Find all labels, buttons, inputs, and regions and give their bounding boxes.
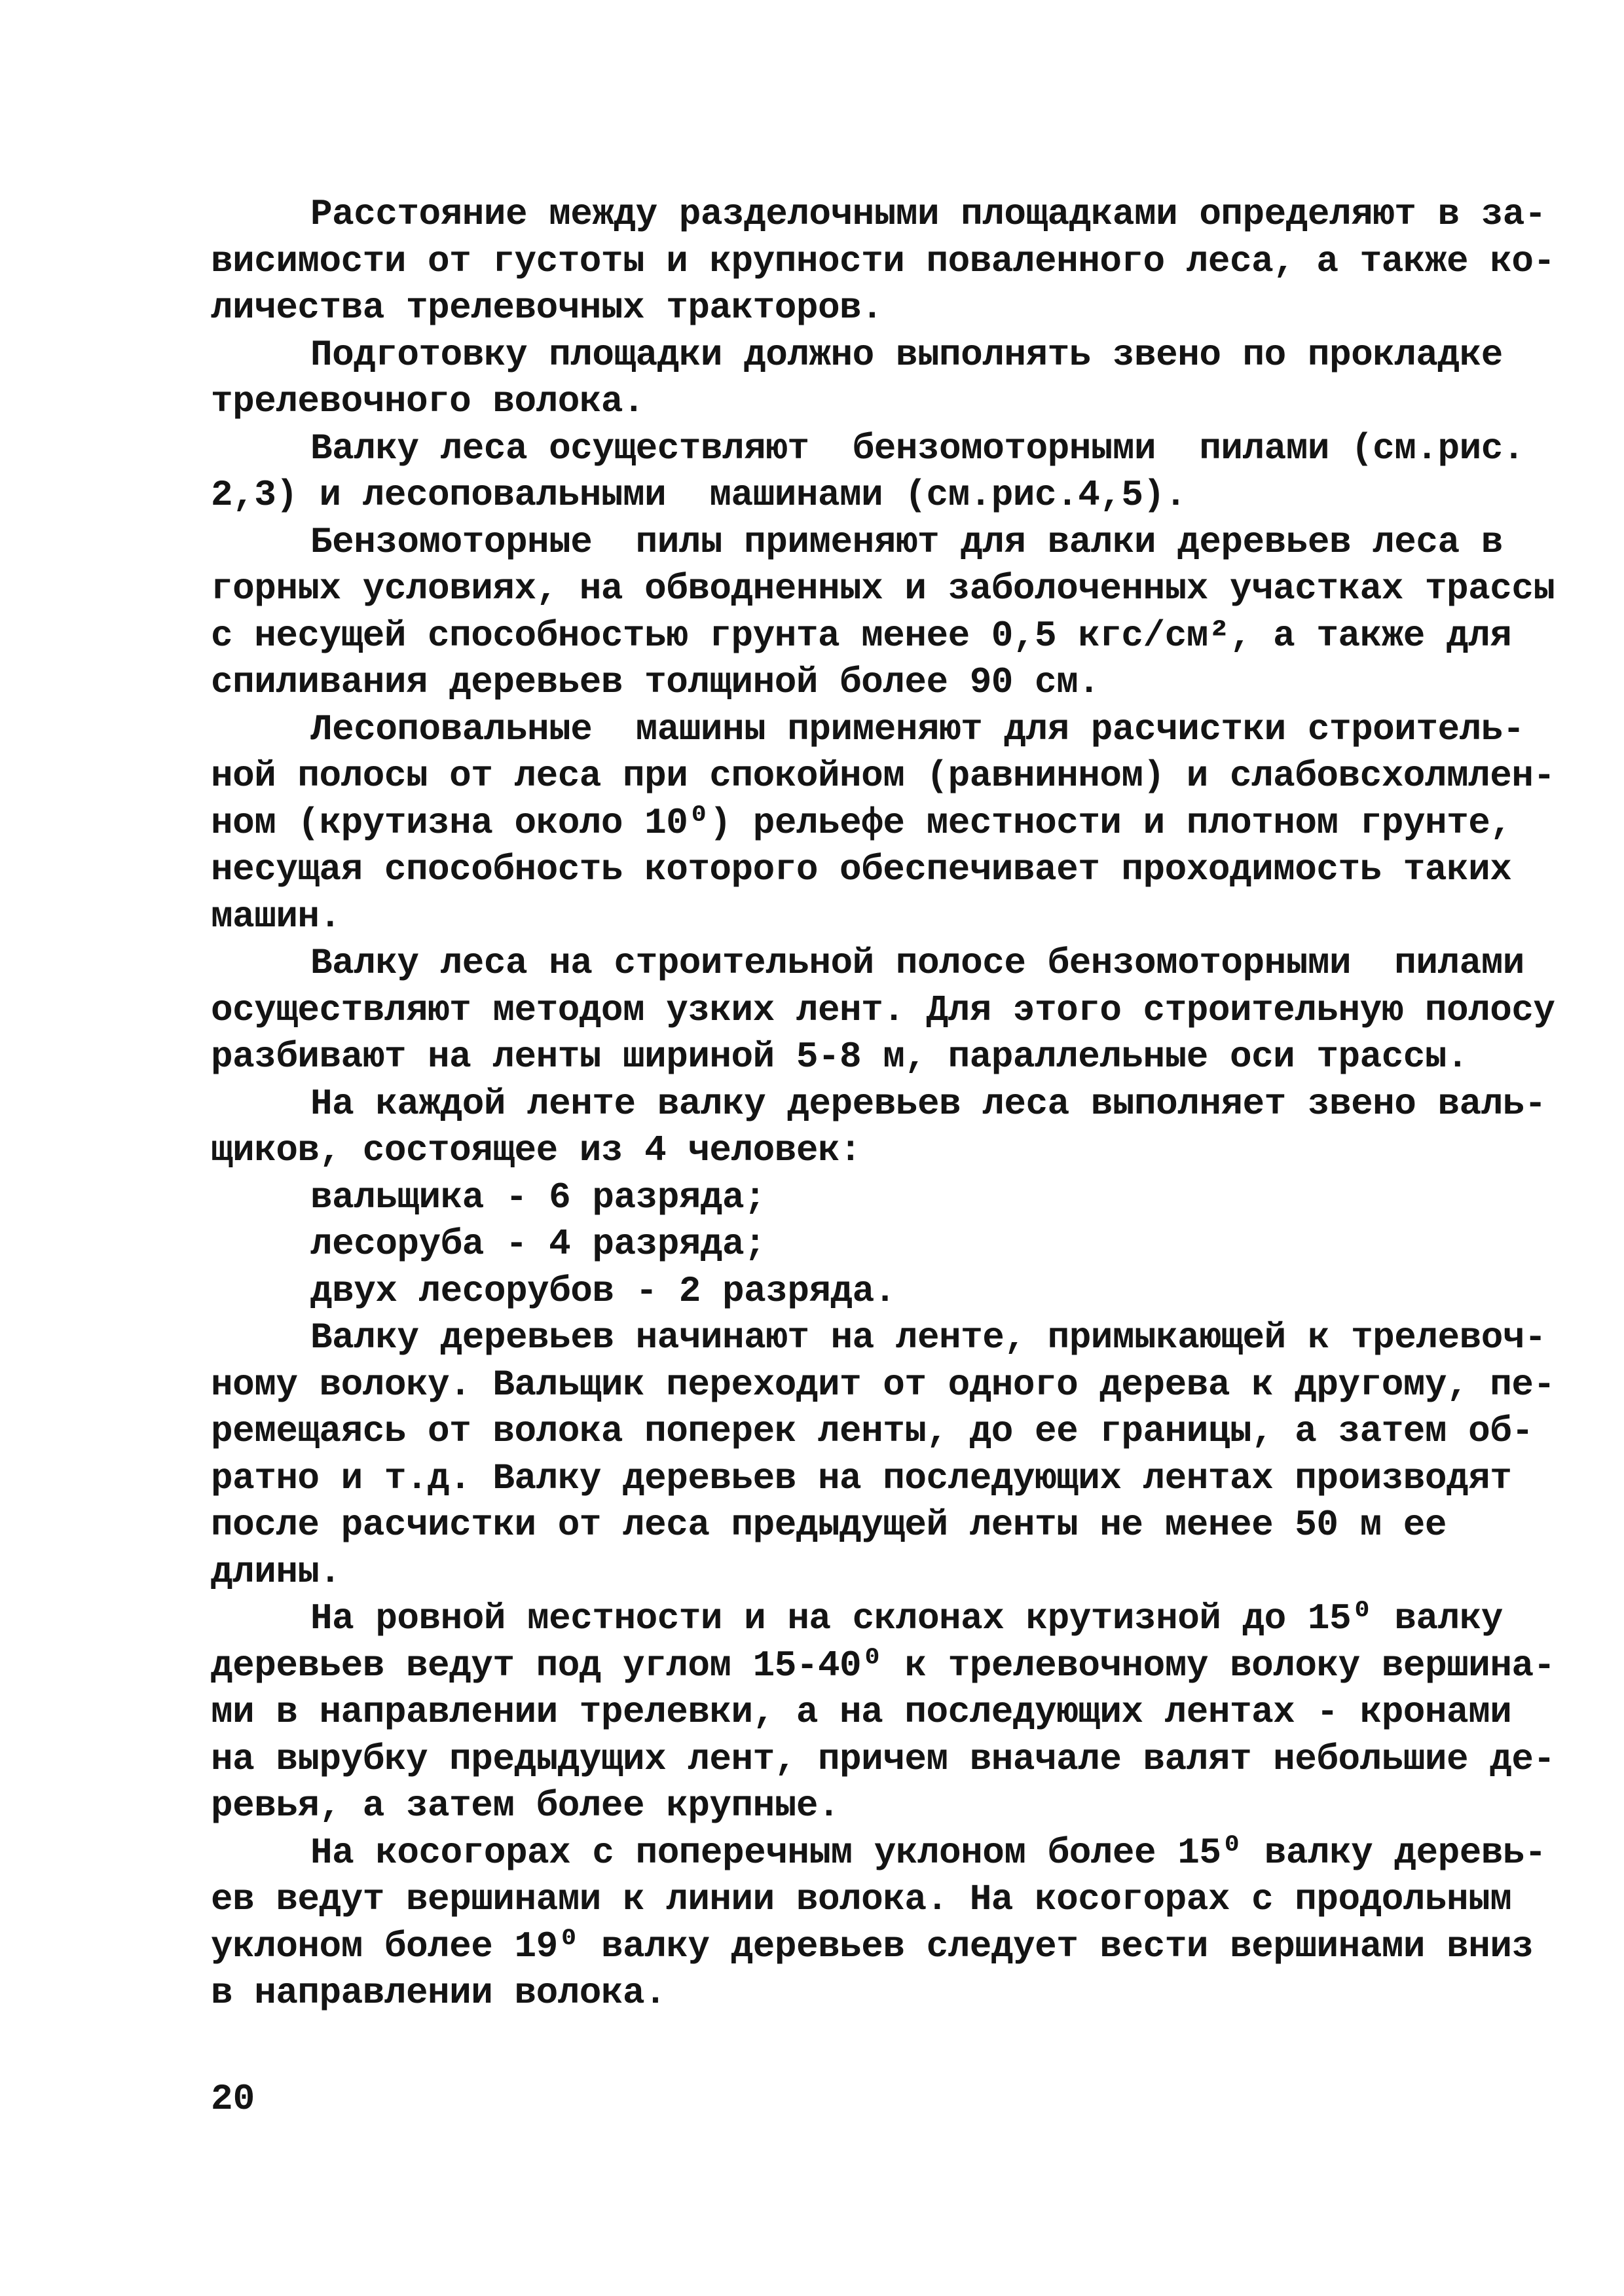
text-line: после расчистки от леса предыдущей ленты не менее 50 м ее xyxy=(211,1504,1447,1546)
text-line: ев ведут вершинами к линии волока. На косогорах с продольным xyxy=(211,1878,1512,1920)
text-line: Расстояние между разделочными площадками определяют в за- xyxy=(310,193,1547,235)
text-line: несущая способность которого обеспечивает проходимость таких xyxy=(211,848,1512,890)
text-line: Бензомоторные пилы применяют для валки деревьев леса в xyxy=(310,520,1503,563)
text-line: ревья, а затем более крупные. xyxy=(211,1785,840,1827)
text-line: спиливания деревьев толщиной более 90 см. xyxy=(211,661,1100,703)
text-line: трелевочного волока. xyxy=(211,380,645,422)
text-line: осуществляют методом узких лент. Для этого строительную полосу xyxy=(211,989,1555,1031)
text-line: Валку леса осуществляют бензомоторными пилами (см.рис. xyxy=(310,427,1524,469)
text-line: деревьев ведут под углом 15-40⁰ к трелевочному волоку вершина- xyxy=(211,1644,1555,1686)
text-line: На ровной местности и на склонах крутизной до 15⁰ валку xyxy=(310,1597,1503,1639)
list-item: лесоруба - 4 разряда; xyxy=(310,1223,766,1265)
text-line: Валку леса на строительной полосе бензомоторными пилами xyxy=(310,942,1524,984)
text-line: ми в направлении трелевки, а на последующих лентах - кронами xyxy=(211,1691,1512,1733)
text-line: ратно и т.д. Валку деревьев на последующих лентах производят xyxy=(211,1457,1512,1499)
text-line: щиков, состоящее из 4 человек: xyxy=(211,1129,862,1171)
text-line: разбивают на ленты шириной 5-8 м, параллельные оси трассы. xyxy=(211,1036,1469,1078)
text-line: длины. xyxy=(211,1550,341,1593)
text-line: уклоном более 19⁰ валку деревьев следует вести вершинами вниз xyxy=(211,1925,1534,1967)
text-line: ремещаясь от волока поперек ленты, до ее границы, а затем об- xyxy=(211,1410,1534,1452)
text-line: ному волоку. Вальщик переходит от одного дерева к другому, пе- xyxy=(211,1363,1555,1406)
text-line: висимости от густоты и крупности поваленного леса, а также ко- xyxy=(211,240,1555,282)
list-item: вальщика - 6 разряда; xyxy=(310,1176,766,1218)
text-line: 2,3) и лесоповальными машинами (см.рис.4,5). xyxy=(211,474,1187,516)
text-line: Подготовку площадки должно выполнять звено по прокладке xyxy=(310,333,1503,376)
page-number: 20 xyxy=(211,2078,255,2120)
list-item: двух лесорубов - 2 разряда. xyxy=(310,1269,896,1312)
text-line: личества трелевочных тракторов. xyxy=(211,287,883,329)
text-line: На каждой ленте валку деревьев леса выполняет звено валь- xyxy=(310,1082,1547,1125)
text-line: горных условиях, на обводненных и заболоченных участках трассы xyxy=(211,568,1555,610)
text-line: Валку деревьев начинают на ленте, примыкающей к трелевоч- xyxy=(310,1317,1547,1358)
text-line: с несущей способностью грунта менее 0,5 кгс/см², а также для xyxy=(211,614,1512,657)
body-text xyxy=(211,191,1555,2017)
text-line: На косогорах с поперечным уклоном более 15⁰ валку деревь- xyxy=(310,1831,1547,1874)
text-line: Лесоповальные машины применяют для расчистки строитель- xyxy=(310,708,1524,750)
text-line: на вырубку предыдущих лент, причем вначале валят небольшие де- xyxy=(211,1738,1555,1780)
text-line: машин. xyxy=(211,895,341,938)
text-line: ной полосы от леса при спокойном (равнинном) и слабовсхолмлен- xyxy=(211,755,1555,797)
text-line: в направлении волока. xyxy=(211,1972,667,2014)
text-line: ном (крутизна около 10⁰) рельефе местности и плотном грунте, xyxy=(211,801,1512,844)
